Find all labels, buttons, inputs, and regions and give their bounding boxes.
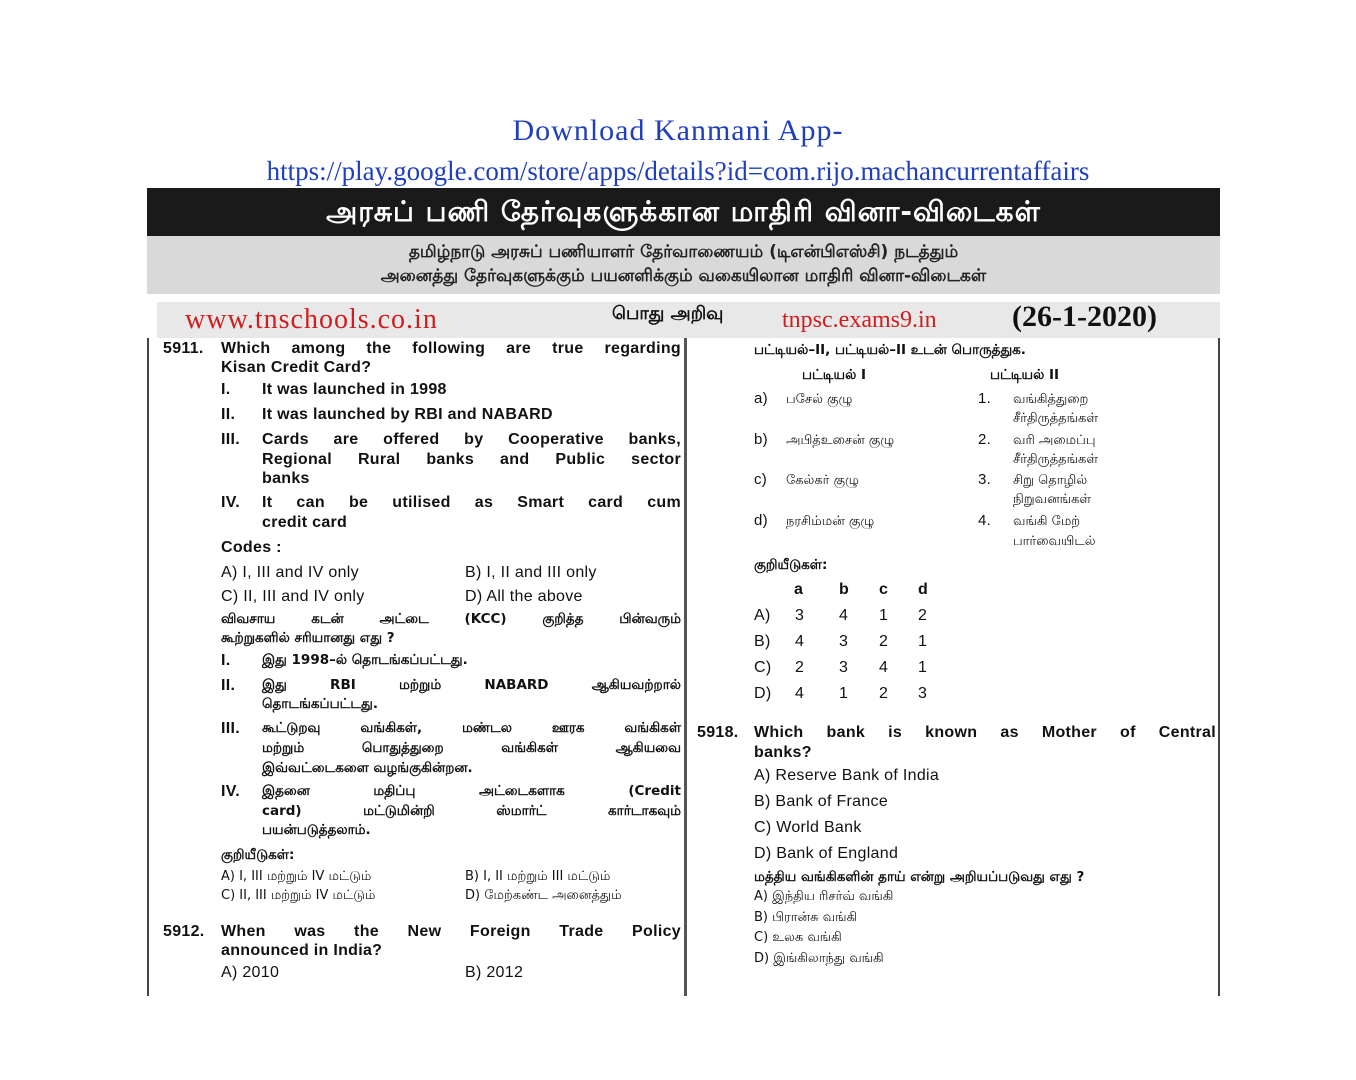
statement-number: III. — [221, 431, 240, 448]
match-codes-label: குறியீடுகள்: — [754, 557, 828, 573]
code-cell: 4 — [795, 633, 805, 650]
download-app-title: Download Kanmani App- — [512, 114, 844, 147]
code-row-label: B) — [754, 633, 771, 650]
list-1-heading: பட்டியல் I — [802, 367, 867, 383]
download-app-link[interactable]: https://play.google.com/store/apps/details?id=com.rijo.machancurrentaffairs — [266, 156, 1090, 186]
match-number: 2. — [978, 431, 992, 448]
match-right-item-line-2: சீர்திருத்தங்கள் — [1013, 452, 1099, 467]
tamil-option-b: B) I, II மற்றும் III மட்டும் — [465, 869, 611, 884]
option-a: A) 2010 — [221, 964, 280, 981]
code-cell: 2 — [879, 633, 889, 650]
match-right-item-line-2: நிறுவனங்கள் — [1013, 492, 1092, 507]
codes-label: Codes : — [221, 539, 282, 556]
match-left-item: பசேல் குழு — [786, 392, 853, 407]
option-a: A) Reserve Bank of India — [754, 767, 940, 784]
match-letter: a) — [754, 390, 768, 407]
tamil-statement-2-line-2: தொடங்கப்பட்டது. — [262, 696, 378, 712]
match-number: 3. — [978, 471, 992, 488]
tamil-option-a: A) இந்திய ரிசர்வ் வங்கி — [754, 889, 894, 904]
tamil-question: மத்திய வங்கிகளின் தாய் என்று அறியப்படுவது எது ? — [754, 869, 1085, 885]
code-column-c: c — [879, 581, 889, 598]
code-cell: 1 — [918, 659, 928, 676]
code-cell: 1 — [839, 685, 849, 702]
code-cell: 2 — [879, 685, 889, 702]
code-cell: 4 — [879, 659, 889, 676]
code-row-label: A) — [754, 607, 771, 624]
code-cell: 4 — [795, 685, 805, 702]
code-row-label: C) — [754, 659, 772, 676]
tamil-statement-3-line-2: மற்றும் பொதுத்துறை வங்கிகள் ஆகியவை — [262, 740, 681, 756]
column-divider — [684, 338, 687, 996]
statement-number: II. — [221, 406, 236, 423]
statement-number: I. — [221, 381, 231, 398]
code-column-d: d — [918, 581, 929, 598]
match-right-item-line-1: வங்கி மேற் — [1013, 514, 1081, 529]
question-text-line-2: announced in India? — [221, 942, 383, 959]
statement-number: II. — [221, 677, 236, 694]
option-d: D) Bank of England — [754, 845, 899, 862]
list-2-heading: பட்டியல் II — [990, 367, 1060, 383]
left-border — [147, 338, 149, 996]
match-letter: d) — [754, 512, 768, 529]
match-instruction: பட்டியல்–II, பட்டியல்–II உடன் பொருத்துக. — [754, 342, 1026, 358]
question-text-line-2: banks? — [754, 744, 812, 761]
match-number: 4. — [978, 512, 992, 529]
code-cell: 3 — [918, 685, 928, 702]
code-column-a: a — [794, 581, 804, 598]
tamil-statement-2-line-1: இது RBI மற்றும் NABARD ஆகியவற்றால் — [262, 677, 681, 693]
tamil-statement-4-line-1: இதனை மதிப்பு அட்டைகளாக (Credit — [262, 783, 681, 799]
statement-number: IV. — [221, 494, 240, 511]
match-right-item-line-1: வங்கித்துறை — [1013, 392, 1089, 407]
tamil-statement-3-line-1: கூட்டுறவு வங்கிகள், மண்டல ஊரக வங்கிகள் — [262, 720, 681, 736]
subtitle-line-2: அனைத்து தேர்வுகளுக்கும் பயனளிக்கும் வகையிலான மாதிரி வினா-விடைகள் — [380, 266, 987, 286]
code-cell: 1 — [879, 607, 889, 624]
statement-4-line-1: It can be utilised as Smart card cum — [262, 494, 681, 511]
tamil-statement-1: இது 1998–ல் தொடங்கப்பட்டது. — [262, 652, 468, 668]
code-cell: 3 — [795, 607, 805, 624]
site-link-tnschools[interactable]: www.tnschools.co.in — [185, 304, 438, 335]
statement-1: It was launched in 1998 — [262, 381, 447, 398]
statement-number: III. — [221, 720, 240, 737]
tamil-option-d: D) இங்கிலாந்து வங்கி — [754, 951, 884, 966]
page-banner: அரசுப் பணி தேர்வுகளுக்கான மாதிரி வினா-விடைகள் — [147, 188, 1220, 236]
match-left-item: கேல்கர் குழு — [786, 473, 859, 488]
statement-3-line-2: Regional Rural banks and Public sector — [262, 451, 681, 468]
statement-3-line-1: Cards are offered by Cooperative banks, — [262, 431, 681, 448]
code-cell: 2 — [918, 607, 928, 624]
option-c: C) World Bank — [754, 819, 862, 836]
issue-date: (26-1-2020) — [1012, 300, 1157, 333]
statement-3-line-3: banks — [262, 470, 310, 487]
code-cell: 1 — [918, 633, 928, 650]
site-link-exams9[interactable]: tnpsc.exams9.in — [782, 307, 937, 333]
match-letter: b) — [754, 431, 768, 448]
question-number: 5911. — [163, 340, 204, 357]
match-right-item-line-2: பார்வையிடல் — [1013, 534, 1096, 549]
tamil-question-line-1: விவசாய கடன் அட்டை (KCC) குறித்த பின்வரும் — [221, 611, 681, 627]
code-column-b: b — [839, 581, 850, 598]
option-c: C) II, III and IV only — [221, 588, 365, 605]
tamil-option-a: A) I, III மற்றும் IV மட்டும் — [221, 869, 372, 884]
code-row-label: D) — [754, 685, 772, 702]
tamil-option-b: B) பிரான்சு வங்கி — [754, 910, 858, 925]
question-text-line-1: Which bank is known as Mother of Central — [754, 724, 1216, 741]
code-cell: 3 — [839, 659, 849, 676]
code-cell: 4 — [839, 607, 849, 624]
tamil-statement-4-line-3: பயன்படுத்தலாம். — [262, 822, 371, 838]
question-text-line-2: Kisan Credit Card? — [221, 359, 372, 376]
option-b: B) Bank of France — [754, 793, 889, 810]
match-number: 1. — [978, 390, 992, 407]
right-border — [1218, 338, 1220, 996]
question-text-line-1: When was the New Foreign Trade Policy — [221, 923, 681, 940]
tamil-statement-3-line-3: இவ்வட்டைகளை வழங்குகின்றன. — [262, 760, 473, 776]
tamil-option-c: C) II, III மற்றும் IV மட்டும் — [221, 888, 376, 903]
match-right-item-line-1: சிறு தொழில் — [1013, 473, 1088, 488]
subtitle-line-1: தமிழ்நாடு அரசுப் பணியாளர் தேர்வாணையம் (டிஎன்பிஎஸ்சி) நடத்தும் — [408, 242, 959, 262]
statement-4-line-2: credit card — [262, 514, 348, 531]
option-a: A) I, III and IV only — [221, 564, 359, 581]
tamil-codes-label: குறியீடுகள்: — [221, 847, 295, 863]
match-left-item: நரசிம்மன் குழு — [786, 514, 875, 529]
option-b: B) I, II and III only — [465, 564, 597, 581]
question-number: 5912. — [163, 923, 205, 940]
question-text-line-1: Which among the following are true regarding — [221, 340, 681, 357]
match-letter: c) — [754, 471, 768, 488]
match-right-item-line-1: வரி அமைப்பு — [1013, 433, 1096, 448]
tamil-question-line-2: கூற்றுகளில் சரியானது எது ? — [221, 630, 395, 646]
statement-number: I. — [221, 652, 231, 669]
option-d: D) All the above — [465, 588, 583, 605]
statement-number: IV. — [221, 783, 240, 800]
option-b: B) 2012 — [465, 964, 524, 981]
match-left-item: அபித்உசைன் குழு — [786, 433, 895, 448]
section-label: பொது அறிவு — [612, 303, 724, 324]
match-right-item-line-2: சீர்திருத்தங்கள் — [1013, 411, 1099, 426]
tamil-statement-4-line-2: card) மட்டுமின்றி ஸ்மார்ட் கார்டாகவும் — [262, 803, 681, 819]
subtitle-band — [147, 236, 1220, 294]
code-cell: 3 — [839, 633, 849, 650]
question-number: 5918. — [697, 724, 739, 741]
statement-2: It was launched by RBI and NABARD — [262, 406, 553, 423]
tamil-option-d: D) மேற்கண்ட அனைத்தும் — [465, 888, 622, 903]
code-cell: 2 — [795, 659, 805, 676]
tamil-option-c: C) உலக வங்கி — [754, 930, 842, 945]
